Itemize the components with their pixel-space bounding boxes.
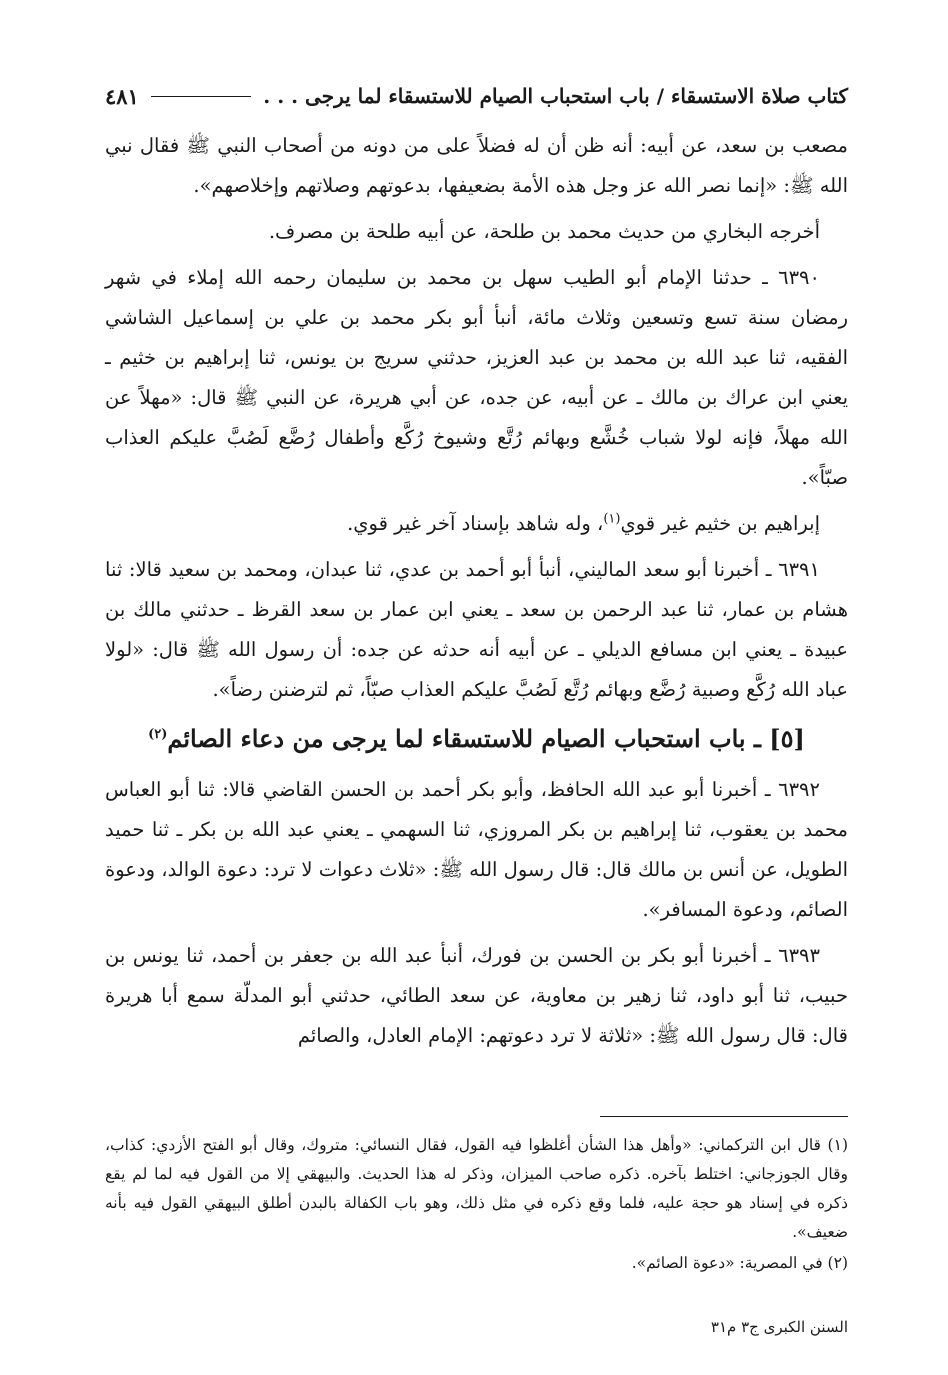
header-rule <box>151 96 251 97</box>
footnote-1: (١) قال ابن التركماني: «وأهل هذا الشأن أغلظوا فيه القول، فقال النسائي: متروك، وقال أبو الفتح الأزدي: كذاب، وقال الجوزجاني: اختلط بآخره. ذكره صاحب الميزان، وذكر له هذا الحديث. والبيهقي إلا من القول فيه لما لم يقع ذكره في إسناد هو حجة عليه، فلما وقع ذكره في مثل ذلك، وهو باب الكفالة بالبدن أطلق البيهقي القول فيه بأنه ضعيف». <box>105 1136 848 1241</box>
header-title: كتاب صلاة الاستسقاء / باب استحباب الصيام للاستسقاء لما يرجى . . . <box>263 84 848 108</box>
main-text <box>105 126 848 1062</box>
page-number: ٤٨١ <box>105 83 139 109</box>
grading-rest: ، وله شاهد بإسناد آخر غير قوي. <box>347 512 604 535</box>
chapter-heading <box>105 716 848 762</box>
grading-text: إبراهيم بن خثيم غير قوي <box>620 512 820 535</box>
chapter-title: [٥] ـ باب استحباب الصيام للاستسقاء لما يرجى من دعاء الصائم <box>167 724 805 753</box>
hadith-6390: ٦٣٩٠ ـ حدثنا الإمام أبو الطيب سهل بن محمد بن سليمان رحمه الله إملاء في شهر رمضان سنة تسع وتسعين وثلاث مائة، أنبأ أبو بكر محمد بن علي بن إسماعيل الشاشي الفقيه، ثنا عبد الله بن محمد بن عبد العزيز، حدثني سريج بن يونس، ثنا إبراهيم بن خثيم ـ يعني ابن عراك بن مالك ـ عن أبيه، عن جده، عن أبي هريرة، عن النبي ﷺ قال: «مهلاً عن الله مهلاً، فإنه لولا شباب خُشَّع وبهائم رُتَّع وشيوخ رُكَّع وأطفال رُضَّع لَصُبَّ عليكم العذاب صبّاً». <box>105 266 848 489</box>
running-header <box>105 78 848 114</box>
footnote-ref-2: (٢) <box>148 727 168 742</box>
paragraph-grading <box>105 504 848 544</box>
hadith-6391: ٦٣٩١ ـ أخبرنا أبو سعد الماليني، أنبأ أبو أحمد بن عدي، ثنا عبدان، ومحمد بن سعيد قالا: ثنا هشام بن عمار، ثنا عبد الرحمن بن سعد ـ يعني ابن عمار بن سعد القرظ ـ حدثني مالك بن عبيدة ـ يعني ابن مسافع الديلي ـ عن أبيه أنه حدثه عن جده: أن رسول الله ﷺ قال: «لولا عباد الله رُكَّع وصبية رُضَّع وبهائم رُتَّع لَصُبَّ عليكم العذاب صبّاً، ثم لترضنن رضاً». <box>105 558 848 701</box>
footnote-separator <box>600 1116 848 1117</box>
hadith-6392: ٦٣٩٢ ـ أخبرنا أبو عبد الله الحافظ، وأبو بكر أحمد بن الحسن القاضي قالا: ثنا أبو العباس محمد بن يعقوب، ثنا إبراهيم بن بكر المروزي، ثنا السهمي ـ يعني عبد الله بن بكر ـ ثنا حميد الطويل، عن أنس بن مالك قال: قال رسول الله ﷺ: «ثلاث دعوات لا ترد: دعوة الوالد، ودعوة الصائم، ودعوة المسافر». <box>105 778 848 921</box>
footnote-ref-1: (١) <box>603 511 621 527</box>
paragraph-takhrij: أخرجه البخاري من حديث محمد بن طلحة، عن أبيه طلحة بن مصرف. <box>268 220 820 243</box>
signature-mark: السنن الكبرى ج٣ م٣١ <box>710 1318 848 1336</box>
paragraph-continuation: مصعب بن سعد، عن أبيه: أنه ظن أن له فضلاً على من دونه من أصحاب النبي ﷺ فقال نبي الله ﷺ: «إنما نصر الله عز وجل هذه الأمة بضعيفها، بدعوتهم وصلاتهم وإخلاصهم». <box>105 134 848 197</box>
footnotes <box>105 1131 848 1280</box>
footnote-2: (٢) في المصرية: «دعوة الصائم». <box>631 1254 848 1272</box>
hadith-6393: ٦٣٩٣ ـ أخبرنا أبو بكر بن الحسن بن فورك، أنبأ عبد الله بن جعفر بن أحمد، ثنا يونس بن حبيب، ثنا أبو داود، ثنا زهير بن معاوية، عن سعد الطائي، حدثني أبو المدلّة سمع أبا هريرة قال: قال رسول الله ﷺ: «ثلاثة لا ترد دعوتهم: الإمام العادل، والصائم <box>105 944 848 1047</box>
